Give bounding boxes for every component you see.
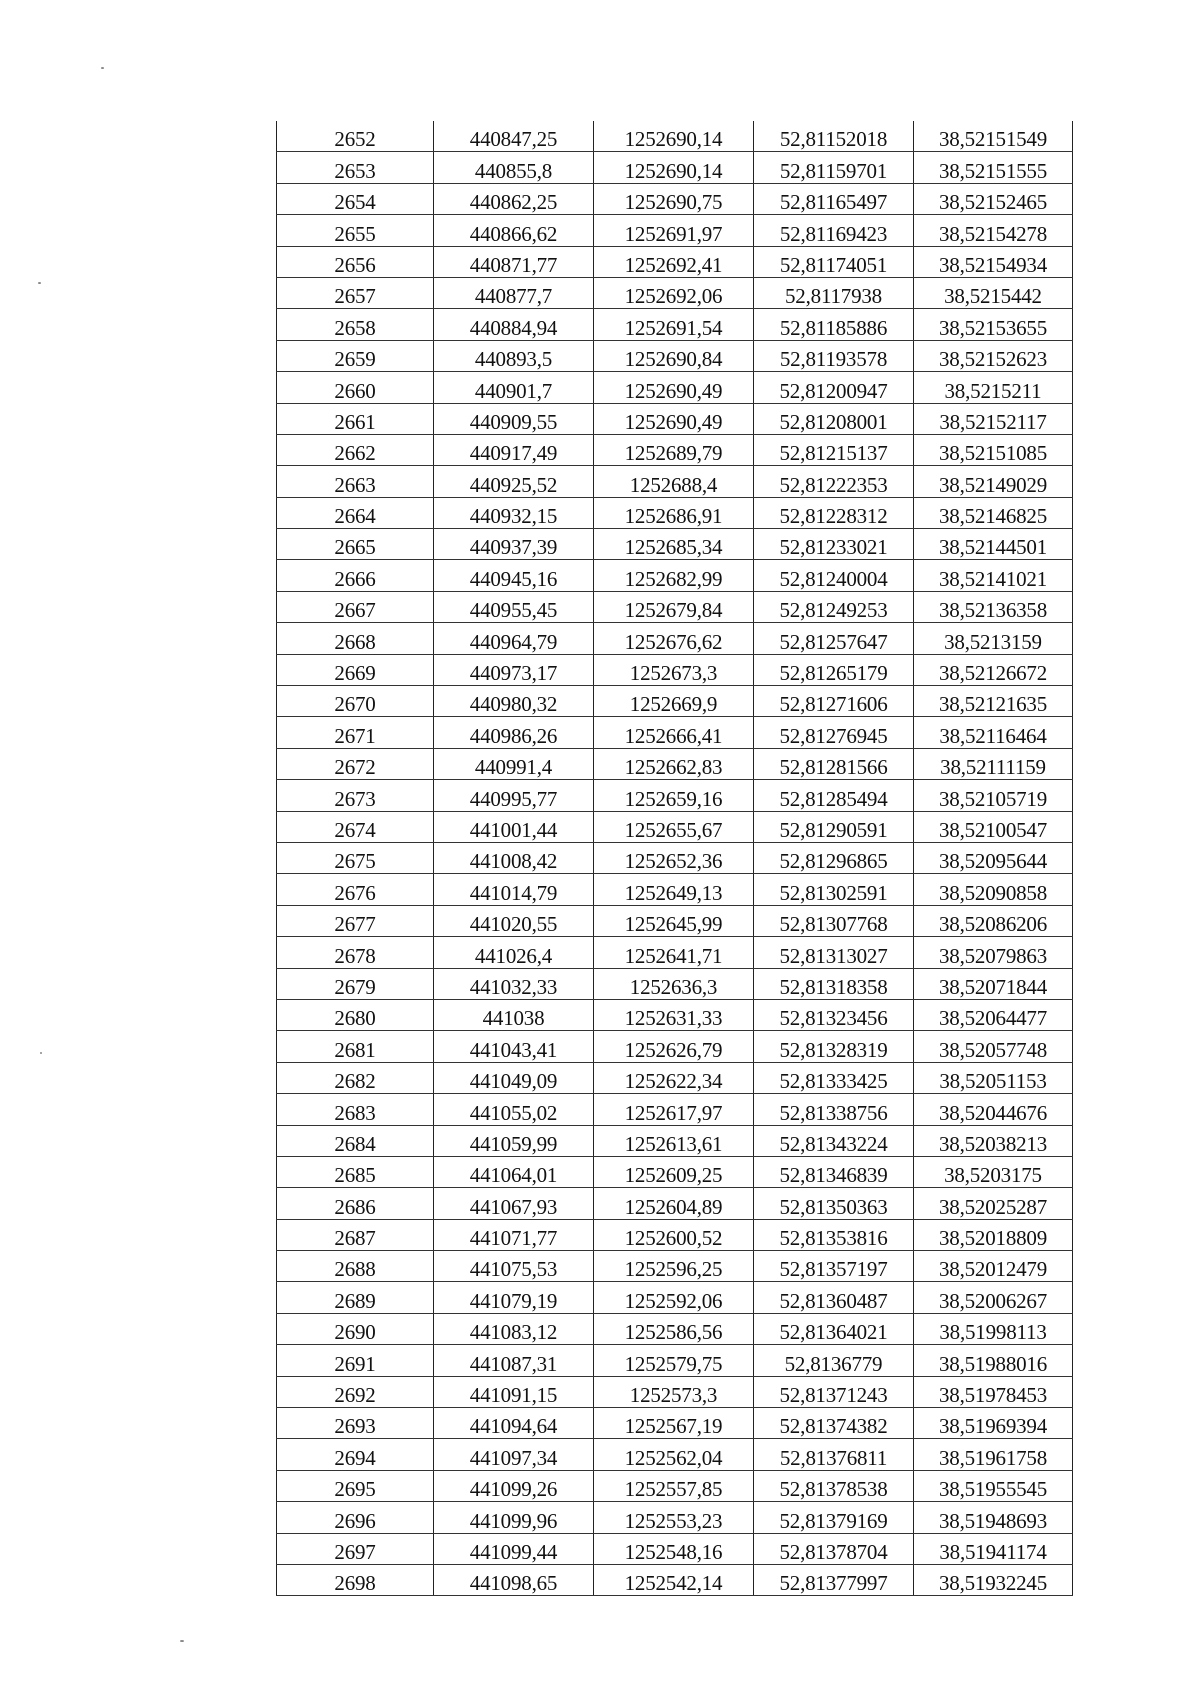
table-row <box>277 1031 1073 1062</box>
table-row <box>277 1188 1073 1219</box>
x-coordinate-cell: 440901,7 <box>434 372 594 403</box>
table-row <box>277 1125 1073 1156</box>
longitude-cell: 38,51948693 <box>914 1502 1073 1533</box>
table-row <box>277 403 1073 434</box>
point-number-cell: 2667 <box>277 591 434 622</box>
x-coordinate-cell: 441008,42 <box>434 842 594 873</box>
longitude-cell: 38,5213159 <box>914 623 1073 654</box>
latitude-cell: 52,81307768 <box>754 905 914 936</box>
point-number-cell: 2662 <box>277 434 434 465</box>
y-coordinate-cell: 1252645,99 <box>594 905 754 936</box>
x-coordinate-cell: 441094,64 <box>434 1408 594 1439</box>
y-coordinate-cell: 1252682,99 <box>594 560 754 591</box>
latitude-cell: 52,81379169 <box>754 1502 914 1533</box>
point-number-cell: 2686 <box>277 1188 434 1219</box>
table-row <box>277 811 1073 842</box>
x-coordinate-cell: 440925,52 <box>434 466 594 497</box>
longitude-cell: 38,51998113 <box>914 1313 1073 1344</box>
y-coordinate-cell: 1252655,67 <box>594 811 754 842</box>
point-number-cell: 2673 <box>277 780 434 811</box>
point-number-cell: 2674 <box>277 811 434 842</box>
latitude-cell: 52,81371243 <box>754 1376 914 1407</box>
point-number-cell: 2695 <box>277 1470 434 1501</box>
y-coordinate-cell: 1252669,9 <box>594 686 754 717</box>
point-number-cell: 2697 <box>277 1533 434 1564</box>
coordinates-table-container <box>276 121 1072 1596</box>
point-number-cell: 2679 <box>277 968 434 999</box>
latitude-cell: 52,81353816 <box>754 1219 914 1250</box>
y-coordinate-cell: 1252592,06 <box>594 1282 754 1313</box>
x-coordinate-cell: 440877,7 <box>434 277 594 308</box>
table-row <box>277 246 1073 277</box>
x-coordinate-cell: 440932,15 <box>434 497 594 528</box>
latitude-cell: 52,81240004 <box>754 560 914 591</box>
x-coordinate-cell: 441014,79 <box>434 874 594 905</box>
x-coordinate-cell: 441001,44 <box>434 811 594 842</box>
y-coordinate-cell: 1252600,52 <box>594 1219 754 1250</box>
y-coordinate-cell: 1252691,97 <box>594 215 754 246</box>
y-coordinate-cell: 1252649,13 <box>594 874 754 905</box>
table-row <box>277 529 1073 560</box>
point-number-cell: 2687 <box>277 1219 434 1250</box>
y-coordinate-cell: 1252626,79 <box>594 1031 754 1062</box>
table-row <box>277 1282 1073 1313</box>
table-row <box>277 1533 1073 1564</box>
latitude-cell: 52,81281566 <box>754 748 914 779</box>
x-coordinate-cell: 440964,79 <box>434 623 594 654</box>
point-number-cell: 2670 <box>277 686 434 717</box>
point-number-cell: 2655 <box>277 215 434 246</box>
latitude-cell: 52,81378538 <box>754 1470 914 1501</box>
longitude-cell: 38,52152623 <box>914 340 1073 371</box>
latitude-cell: 52,81377997 <box>754 1564 914 1595</box>
longitude-cell: 38,51961758 <box>914 1439 1073 1470</box>
latitude-cell: 52,8136779 <box>754 1345 914 1376</box>
y-coordinate-cell: 1252562,04 <box>594 1439 754 1470</box>
y-coordinate-cell: 1252579,75 <box>594 1345 754 1376</box>
point-number-cell: 2693 <box>277 1408 434 1439</box>
latitude-cell: 52,81357197 <box>754 1251 914 1282</box>
table-row <box>277 1408 1073 1439</box>
longitude-cell: 38,52154934 <box>914 246 1073 277</box>
latitude-cell: 52,81313027 <box>754 937 914 968</box>
longitude-cell: 38,52149029 <box>914 466 1073 497</box>
x-coordinate-cell: 441099,26 <box>434 1470 594 1501</box>
table-row <box>277 1376 1073 1407</box>
point-number-cell: 2676 <box>277 874 434 905</box>
y-coordinate-cell: 1252688,4 <box>594 466 754 497</box>
y-coordinate-cell: 1252553,23 <box>594 1502 754 1533</box>
table-row <box>277 434 1073 465</box>
longitude-cell: 38,52057748 <box>914 1031 1073 1062</box>
table-row <box>277 152 1073 183</box>
latitude-cell: 52,81159701 <box>754 152 914 183</box>
x-coordinate-cell: 441067,93 <box>434 1188 594 1219</box>
x-coordinate-cell: 441038 <box>434 999 594 1030</box>
y-coordinate-cell: 1252609,25 <box>594 1156 754 1187</box>
table-row <box>277 560 1073 591</box>
point-number-cell: 2678 <box>277 937 434 968</box>
x-coordinate-cell: 441043,41 <box>434 1031 594 1062</box>
table-row <box>277 121 1073 152</box>
point-number-cell: 2656 <box>277 246 434 277</box>
y-coordinate-cell: 1252659,16 <box>594 780 754 811</box>
x-coordinate-cell: 441075,53 <box>434 1251 594 1282</box>
latitude-cell: 52,81276945 <box>754 717 914 748</box>
latitude-cell: 52,81333425 <box>754 1062 914 1093</box>
table-row <box>277 968 1073 999</box>
point-number-cell: 2691 <box>277 1345 434 1376</box>
y-coordinate-cell: 1252692,41 <box>594 246 754 277</box>
point-number-cell: 2675 <box>277 842 434 873</box>
table-row <box>277 309 1073 340</box>
x-coordinate-cell: 441083,12 <box>434 1313 594 1344</box>
point-number-cell: 2681 <box>277 1031 434 1062</box>
scan-speck <box>180 1640 184 1642</box>
table-row <box>277 1219 1073 1250</box>
scan-speck <box>40 1052 42 1054</box>
x-coordinate-cell: 440986,26 <box>434 717 594 748</box>
x-coordinate-cell: 440991,4 <box>434 748 594 779</box>
y-coordinate-cell: 1252573,3 <box>594 1376 754 1407</box>
latitude-cell: 52,81185886 <box>754 309 914 340</box>
y-coordinate-cell: 1252690,14 <box>594 121 754 152</box>
point-number-cell: 2663 <box>277 466 434 497</box>
table-row <box>277 215 1073 246</box>
x-coordinate-cell: 440884,94 <box>434 309 594 340</box>
longitude-cell: 38,52153655 <box>914 309 1073 340</box>
longitude-cell: 38,51955545 <box>914 1470 1073 1501</box>
latitude-cell: 52,81285494 <box>754 780 914 811</box>
latitude-cell: 52,81343224 <box>754 1125 914 1156</box>
point-number-cell: 2685 <box>277 1156 434 1187</box>
point-number-cell: 2661 <box>277 403 434 434</box>
x-coordinate-cell: 441091,15 <box>434 1376 594 1407</box>
y-coordinate-cell: 1252613,61 <box>594 1125 754 1156</box>
latitude-cell: 52,81350363 <box>754 1188 914 1219</box>
y-coordinate-cell: 1252666,41 <box>594 717 754 748</box>
point-number-cell: 2690 <box>277 1313 434 1344</box>
y-coordinate-cell: 1252596,25 <box>594 1251 754 1282</box>
x-coordinate-cell: 441099,44 <box>434 1533 594 1564</box>
point-number-cell: 2682 <box>277 1062 434 1093</box>
point-number-cell: 2692 <box>277 1376 434 1407</box>
x-coordinate-cell: 440855,8 <box>434 152 594 183</box>
point-number-cell: 2664 <box>277 497 434 528</box>
x-coordinate-cell: 441098,65 <box>434 1564 594 1595</box>
table-row <box>277 340 1073 371</box>
latitude-cell: 52,81169423 <box>754 215 914 246</box>
latitude-cell: 52,81271606 <box>754 686 914 717</box>
x-coordinate-cell: 440937,39 <box>434 529 594 560</box>
y-coordinate-cell: 1252690,14 <box>594 152 754 183</box>
point-number-cell: 2671 <box>277 717 434 748</box>
table-row <box>277 748 1073 779</box>
longitude-cell: 38,52111159 <box>914 748 1073 779</box>
table-row <box>277 937 1073 968</box>
latitude-cell: 52,81200947 <box>754 372 914 403</box>
x-coordinate-cell: 441097,34 <box>434 1439 594 1470</box>
y-coordinate-cell: 1252586,56 <box>594 1313 754 1344</box>
y-coordinate-cell: 1252686,91 <box>594 497 754 528</box>
x-coordinate-cell: 440847,25 <box>434 121 594 152</box>
point-number-cell: 2683 <box>277 1094 434 1125</box>
y-coordinate-cell: 1252676,62 <box>594 623 754 654</box>
latitude-cell: 52,81249253 <box>754 591 914 622</box>
point-number-cell: 2652 <box>277 121 434 152</box>
table-row <box>277 999 1073 1030</box>
table-row <box>277 905 1073 936</box>
scan-speck <box>101 67 104 69</box>
y-coordinate-cell: 1252636,3 <box>594 968 754 999</box>
y-coordinate-cell: 1252604,89 <box>594 1188 754 1219</box>
table-row <box>277 1251 1073 1282</box>
table-row <box>277 1470 1073 1501</box>
x-coordinate-cell: 441059,99 <box>434 1125 594 1156</box>
point-number-cell: 2657 <box>277 277 434 308</box>
x-coordinate-cell: 441049,09 <box>434 1062 594 1093</box>
table-row <box>277 1345 1073 1376</box>
x-coordinate-cell: 441087,31 <box>434 1345 594 1376</box>
longitude-cell: 38,52152117 <box>914 403 1073 434</box>
point-number-cell: 2672 <box>277 748 434 779</box>
longitude-cell: 38,52086206 <box>914 905 1073 936</box>
y-coordinate-cell: 1252548,16 <box>594 1533 754 1564</box>
longitude-cell: 38,51941174 <box>914 1533 1073 1564</box>
latitude-cell: 52,81290591 <box>754 811 914 842</box>
point-number-cell: 2669 <box>277 654 434 685</box>
y-coordinate-cell: 1252689,79 <box>594 434 754 465</box>
y-coordinate-cell: 1252652,36 <box>594 842 754 873</box>
x-coordinate-cell: 441020,55 <box>434 905 594 936</box>
latitude-cell: 52,81323456 <box>754 999 914 1030</box>
x-coordinate-cell: 440945,16 <box>434 560 594 591</box>
point-number-cell: 2698 <box>277 1564 434 1595</box>
point-number-cell: 2694 <box>277 1439 434 1470</box>
longitude-cell: 38,52126672 <box>914 654 1073 685</box>
table-row <box>277 1313 1073 1344</box>
latitude-cell: 52,81376811 <box>754 1439 914 1470</box>
longitude-cell: 38,52141021 <box>914 560 1073 591</box>
table-row <box>277 686 1073 717</box>
latitude-cell: 52,81174051 <box>754 246 914 277</box>
x-coordinate-cell: 440980,32 <box>434 686 594 717</box>
y-coordinate-cell: 1252567,19 <box>594 1408 754 1439</box>
latitude-cell: 52,81378704 <box>754 1533 914 1564</box>
longitude-cell: 38,52018809 <box>914 1219 1073 1250</box>
latitude-cell: 52,81364021 <box>754 1313 914 1344</box>
longitude-cell: 38,52079863 <box>914 937 1073 968</box>
point-number-cell: 2689 <box>277 1282 434 1313</box>
x-coordinate-cell: 440973,17 <box>434 654 594 685</box>
latitude-cell: 52,8117938 <box>754 277 914 308</box>
longitude-cell: 38,52151549 <box>914 121 1073 152</box>
table-row <box>277 1564 1073 1595</box>
y-coordinate-cell: 1252691,54 <box>594 309 754 340</box>
point-number-cell: 2677 <box>277 905 434 936</box>
longitude-cell: 38,52025287 <box>914 1188 1073 1219</box>
longitude-cell: 38,52100547 <box>914 811 1073 842</box>
x-coordinate-cell: 440955,45 <box>434 591 594 622</box>
latitude-cell: 52,81257647 <box>754 623 914 654</box>
point-number-cell: 2684 <box>277 1125 434 1156</box>
longitude-cell: 38,52151085 <box>914 434 1073 465</box>
y-coordinate-cell: 1252685,34 <box>594 529 754 560</box>
x-coordinate-cell: 440917,49 <box>434 434 594 465</box>
point-number-cell: 2665 <box>277 529 434 560</box>
longitude-cell: 38,52051153 <box>914 1062 1073 1093</box>
point-number-cell: 2680 <box>277 999 434 1030</box>
y-coordinate-cell: 1252641,71 <box>594 937 754 968</box>
y-coordinate-cell: 1252673,3 <box>594 654 754 685</box>
latitude-cell: 52,81328319 <box>754 1031 914 1062</box>
longitude-cell: 38,5215211 <box>914 372 1073 403</box>
table-row <box>277 1156 1073 1187</box>
longitude-cell: 38,52090858 <box>914 874 1073 905</box>
table-row <box>277 497 1073 528</box>
x-coordinate-cell: 440866,62 <box>434 215 594 246</box>
longitude-cell: 38,52121635 <box>914 686 1073 717</box>
x-coordinate-cell: 441055,02 <box>434 1094 594 1125</box>
point-number-cell: 2660 <box>277 372 434 403</box>
y-coordinate-cell: 1252622,34 <box>594 1062 754 1093</box>
table-row <box>277 1439 1073 1470</box>
y-coordinate-cell: 1252690,49 <box>594 403 754 434</box>
longitude-cell: 38,52152465 <box>914 183 1073 214</box>
y-coordinate-cell: 1252690,49 <box>594 372 754 403</box>
y-coordinate-cell: 1252679,84 <box>594 591 754 622</box>
latitude-cell: 52,81215137 <box>754 434 914 465</box>
table-row <box>277 654 1073 685</box>
table-row <box>277 277 1073 308</box>
y-coordinate-cell: 1252542,14 <box>594 1564 754 1595</box>
longitude-cell: 38,52012479 <box>914 1251 1073 1282</box>
x-coordinate-cell: 440871,77 <box>434 246 594 277</box>
longitude-cell: 38,52071844 <box>914 968 1073 999</box>
x-coordinate-cell: 440893,5 <box>434 340 594 371</box>
longitude-cell: 38,52154278 <box>914 215 1073 246</box>
point-number-cell: 2658 <box>277 309 434 340</box>
latitude-cell: 52,81193578 <box>754 340 914 371</box>
longitude-cell: 38,52038213 <box>914 1125 1073 1156</box>
scan-speck <box>38 282 41 284</box>
longitude-cell: 38,51932245 <box>914 1564 1073 1595</box>
y-coordinate-cell: 1252690,84 <box>594 340 754 371</box>
y-coordinate-cell: 1252662,83 <box>594 748 754 779</box>
latitude-cell: 52,81318358 <box>754 968 914 999</box>
longitude-cell: 38,52146825 <box>914 497 1073 528</box>
latitude-cell: 52,81302591 <box>754 874 914 905</box>
point-number-cell: 2696 <box>277 1502 434 1533</box>
longitude-cell: 38,52116464 <box>914 717 1073 748</box>
longitude-cell: 38,52044676 <box>914 1094 1073 1125</box>
point-number-cell: 2668 <box>277 623 434 654</box>
point-number-cell: 2666 <box>277 560 434 591</box>
table-row <box>277 591 1073 622</box>
latitude-cell: 52,81360487 <box>754 1282 914 1313</box>
latitude-cell: 52,81374382 <box>754 1408 914 1439</box>
table-row <box>277 874 1073 905</box>
longitude-cell: 38,52095644 <box>914 842 1073 873</box>
longitude-cell: 38,52151555 <box>914 152 1073 183</box>
table-row <box>277 1062 1073 1093</box>
x-coordinate-cell: 440862,25 <box>434 183 594 214</box>
latitude-cell: 52,81233021 <box>754 529 914 560</box>
table-row <box>277 842 1073 873</box>
latitude-cell: 52,81222353 <box>754 466 914 497</box>
point-number-cell: 2654 <box>277 183 434 214</box>
coordinates-table <box>276 121 1073 1596</box>
longitude-cell: 38,52136358 <box>914 591 1073 622</box>
x-coordinate-cell: 441026,4 <box>434 937 594 968</box>
x-coordinate-cell: 441064,01 <box>434 1156 594 1187</box>
table-row <box>277 1094 1073 1125</box>
table-row <box>277 1502 1073 1533</box>
point-number-cell: 2653 <box>277 152 434 183</box>
table-row <box>277 183 1073 214</box>
table-row <box>277 717 1073 748</box>
latitude-cell: 52,81152018 <box>754 121 914 152</box>
y-coordinate-cell: 1252692,06 <box>594 277 754 308</box>
latitude-cell: 52,81208001 <box>754 403 914 434</box>
x-coordinate-cell: 441099,96 <box>434 1502 594 1533</box>
longitude-cell: 38,52105719 <box>914 780 1073 811</box>
longitude-cell: 38,51978453 <box>914 1376 1073 1407</box>
point-number-cell: 2688 <box>277 1251 434 1282</box>
table-body <box>277 121 1073 1596</box>
longitude-cell: 38,5203175 <box>914 1156 1073 1187</box>
y-coordinate-cell: 1252617,97 <box>594 1094 754 1125</box>
longitude-cell: 38,5215442 <box>914 277 1073 308</box>
y-coordinate-cell: 1252690,75 <box>594 183 754 214</box>
latitude-cell: 52,81228312 <box>754 497 914 528</box>
x-coordinate-cell: 440909,55 <box>434 403 594 434</box>
latitude-cell: 52,81165497 <box>754 183 914 214</box>
table-row <box>277 623 1073 654</box>
latitude-cell: 52,81296865 <box>754 842 914 873</box>
longitude-cell: 38,52006267 <box>914 1282 1073 1313</box>
latitude-cell: 52,81346839 <box>754 1156 914 1187</box>
table-row <box>277 466 1073 497</box>
longitude-cell: 38,52144501 <box>914 529 1073 560</box>
longitude-cell: 38,51969394 <box>914 1408 1073 1439</box>
y-coordinate-cell: 1252631,33 <box>594 999 754 1030</box>
table-row <box>277 780 1073 811</box>
x-coordinate-cell: 441079,19 <box>434 1282 594 1313</box>
longitude-cell: 38,52064477 <box>914 999 1073 1030</box>
y-coordinate-cell: 1252557,85 <box>594 1470 754 1501</box>
x-coordinate-cell: 440995,77 <box>434 780 594 811</box>
longitude-cell: 38,51988016 <box>914 1345 1073 1376</box>
latitude-cell: 52,81338756 <box>754 1094 914 1125</box>
x-coordinate-cell: 441032,33 <box>434 968 594 999</box>
point-number-cell: 2659 <box>277 340 434 371</box>
x-coordinate-cell: 441071,77 <box>434 1219 594 1250</box>
table-row <box>277 372 1073 403</box>
latitude-cell: 52,81265179 <box>754 654 914 685</box>
